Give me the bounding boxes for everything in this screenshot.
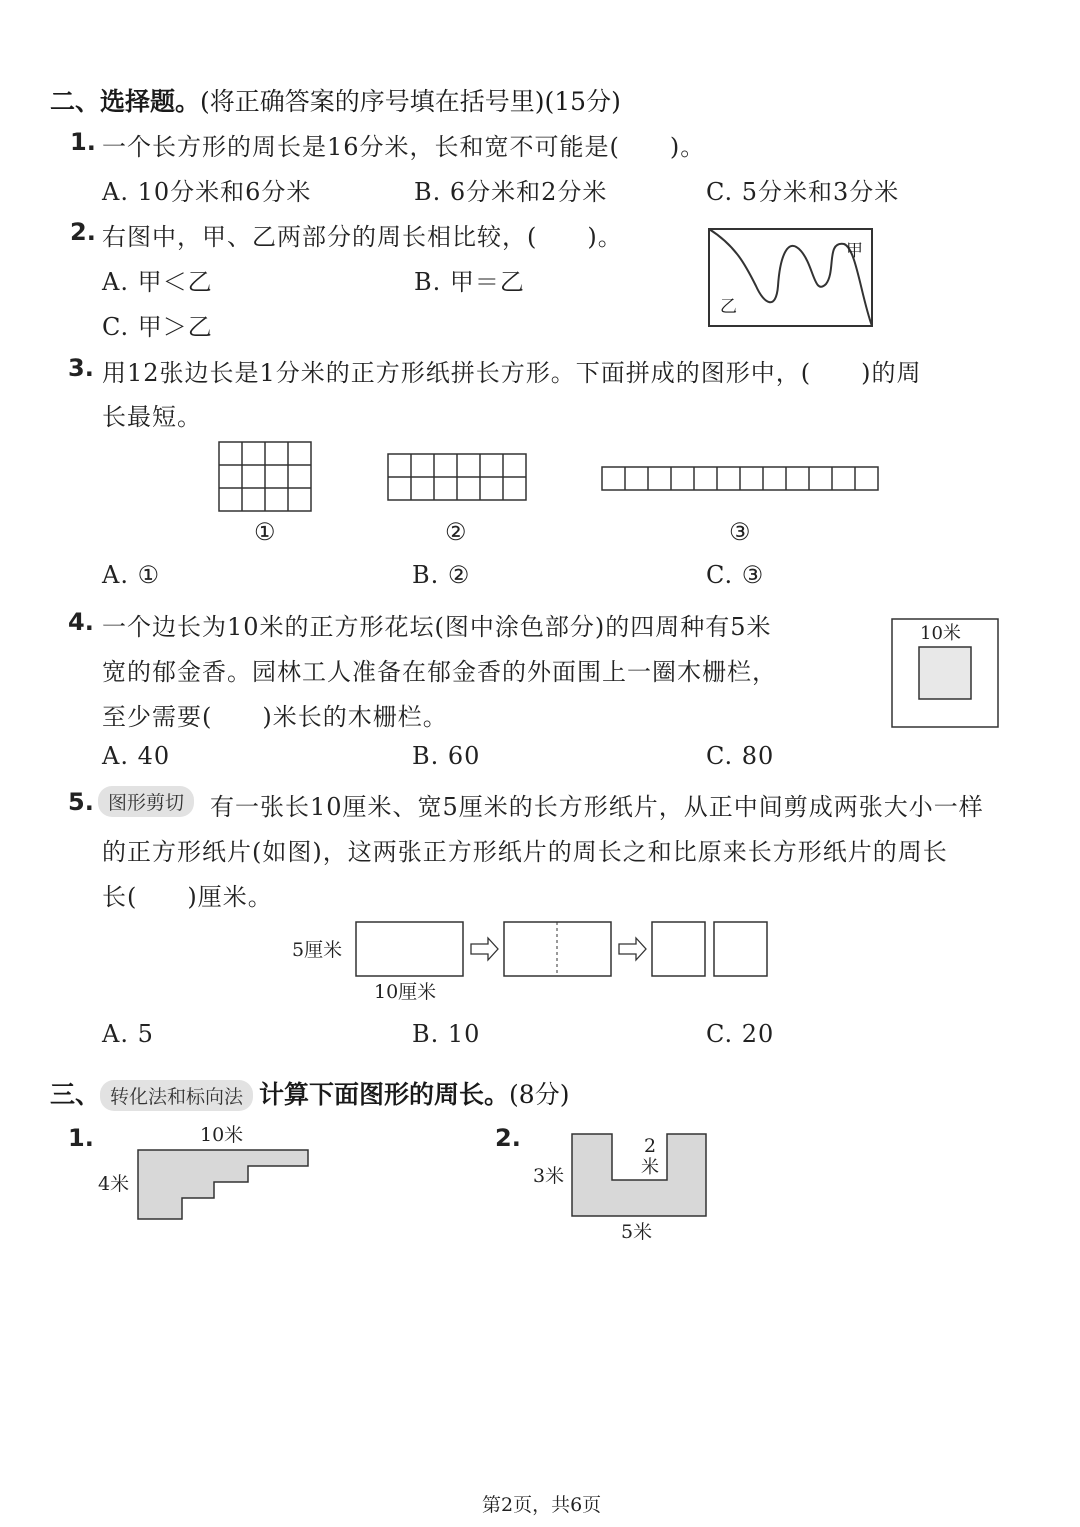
q5-text-line1: 有一张长10厘米、宽5厘米的长方形纸片，从正中间剪成两张大小一样 [210, 793, 984, 821]
q5-option-b: B. 10 [412, 1020, 481, 1048]
q3-option-b: B. ② [412, 561, 471, 589]
calc2-side-label: 3米 [533, 1165, 565, 1187]
q1-option-b: B. 6分米和2分米 [414, 178, 608, 206]
q2-label-jia: 甲 [846, 241, 863, 261]
section3-heading [50, 1075, 569, 1111]
q4-option-c: C. 80 [706, 742, 775, 770]
q4-option-b: B. 60 [412, 742, 481, 770]
q5-square-1 [652, 922, 705, 976]
section2-title: 二、选择题。 [50, 87, 201, 116]
q5-rectangle [356, 922, 463, 976]
q4-text-line3: 至少需要( )米长的木栅栏。 [102, 703, 448, 731]
q2-option-c: C. 甲＞乙 [102, 313, 213, 341]
q2-option-b: B. 甲＝乙 [414, 268, 525, 296]
q4-number: 4. [68, 608, 94, 636]
q5-square-2 [714, 922, 767, 976]
q2-text: 右图中，甲、乙两部分的周长相比较，( )。 [102, 223, 623, 251]
q4-text-line1: 一个边长为10米的正方形花坛(图中涂色部分)的四周种有5米 [102, 613, 772, 641]
q5-option-c: C. 20 [706, 1020, 775, 1048]
q3-figure-3 [601, 466, 881, 492]
q3-text-line2: 长最短。 [102, 403, 202, 431]
q1-option-a: A. 10分米和6分米 [102, 178, 312, 206]
calc1-number: 1. [68, 1124, 94, 1152]
section2-heading [50, 82, 621, 118]
q5-width-label: 10厘米 [374, 981, 437, 1003]
q4-figure [890, 617, 1002, 731]
calc2-inner-label-unit: 米 [641, 1157, 659, 1178]
q3-number: 3. [68, 354, 94, 382]
q3-figure-1-label: ① [254, 518, 277, 546]
section3-score: (8分) [509, 1080, 570, 1109]
q3-figure-2-label: ② [445, 518, 468, 546]
q5-option-a: A. 5 [102, 1020, 154, 1048]
section3-prefix: 三、 [50, 1080, 101, 1109]
q3-figure-3-label: ③ [729, 518, 752, 546]
calc2-number: 2. [495, 1124, 521, 1152]
calc2-shape [572, 1134, 706, 1216]
q3-figure-2 [387, 453, 529, 501]
q4-text-line2: 宽的郁金香。园林工人准备在郁金香的外面围上一圈木栅栏， [102, 658, 777, 686]
q1-option-c: C. 5分米和3分米 [706, 178, 900, 206]
calc1-figure [96, 1120, 316, 1226]
q2-option-a: A. 甲＜乙 [102, 268, 213, 296]
q3-option-c: C. ③ [706, 561, 765, 589]
q2-number: 2. [70, 218, 96, 246]
q4-option-a: A. 40 [102, 742, 171, 770]
q5-text-line3: 长( )厘米。 [102, 883, 273, 911]
q5-arrow-2 [619, 938, 646, 960]
section3-tag: 转化法和标向法 [100, 1080, 253, 1111]
q5-figure [290, 918, 780, 1006]
q3-text-line1: 用12张边长是1分米的正方形纸拼长方形。下面拼成的图形中，( )的周 [102, 359, 922, 387]
calc1-shape [138, 1150, 308, 1219]
q5-number: 5. [68, 788, 94, 816]
section3-title: 计算下面图形的周长。 [259, 1080, 510, 1109]
q3-figure-1 [218, 441, 314, 513]
q5-height-label: 5厘米 [292, 939, 343, 961]
q5-text-line2: 的正方形纸片(如图)，这两张正方形纸片的周长之和比原来长方形纸片的周长 [102, 838, 948, 866]
calc1-top-label: 10米 [200, 1124, 244, 1146]
calc2-inner-label-number: 2 [644, 1135, 657, 1157]
q5-arrow-1 [471, 938, 498, 960]
q3-option-a: A. ① [102, 561, 161, 589]
calc2-bottom-label: 5米 [621, 1221, 653, 1243]
q4-figure-label: 10米 [920, 623, 961, 644]
calc1-side-label: 4米 [98, 1173, 130, 1195]
section2-note: (将正确答案的序号填在括号里)(15分) [200, 87, 621, 116]
q2-label-yi: 乙 [720, 297, 737, 317]
page-footer: 第2页，共6页 [482, 1494, 602, 1516]
q5-tag [98, 786, 194, 817]
q2-figure [706, 226, 876, 330]
q1-number: 1. [70, 128, 96, 156]
q1-text: 一个长方形的周长是16分米，长和宽不可能是( )。 [102, 133, 706, 161]
q4-flowerbed [919, 647, 971, 699]
q5-tag-text: 图形剪切 [98, 786, 194, 817]
calc2-figure [530, 1128, 715, 1248]
